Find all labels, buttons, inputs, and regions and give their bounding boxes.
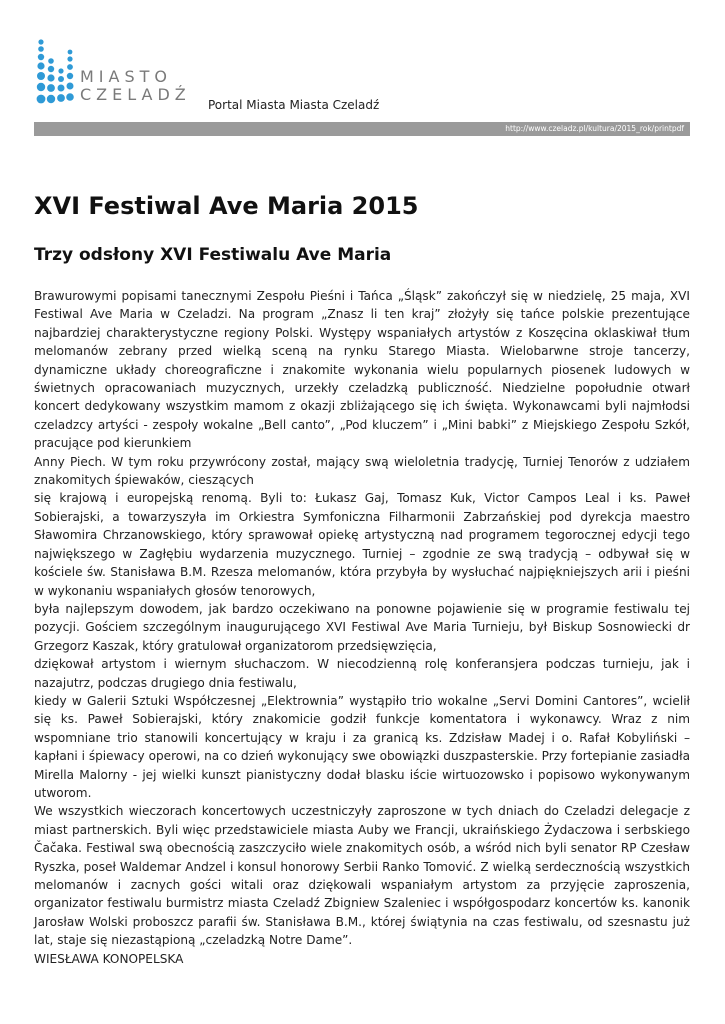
article-paragraph: We wszystkich wieczorach koncertowych uczestniczyły zaproszone w tych dniach do Czeladzi delegacje z miast partnerskich. Byli więc przedstawiciele miasta Auby we Francji, ukraińskiego Żydaczowa i serbskiego Čačaka. Festiwal swą obecnością zaszczyciło wiele znakomitych osób, a wśród nich byli senator RP Czesław Ryszka, poseł Waldemar Andzel i konsul honorowy Serbii Ranko Tomović. Z wielką serdecznością wszystkich melomanów i zacnych gości witali oraz dziękowali wspaniałym artystom za przyjęcie zaproszenia, organizator festiwalu burmistrz miasta Czeladź Zbigniew Szaleniec i współgospodarz koncertów ks. kanonik Jarosław Wolski proboszcz parafii św. Stanisława B.M., której świątynia na czas festiwalu, od szesnastu już lat, staje się niezastąpioną „czeladzką Notre Dame”. [34,804,690,948]
portal-name: Portal Miasta Miasta Czeladź [208,98,380,112]
article-body [34,287,690,968]
article-paragraph: kiedy w Galerii Sztuki Współczesnej „Elektrownia” wystąpiło trio wokalne „Servi Domini Cantores”, wcielił się ks. Paweł Sobierajski, który znakomicie godził funkcje komentatora i wykonawcy. Wraz z nim wspomniane trio stanowili koncertujący w kraju i za granicą ks. Zdzisław Madej i o. Rafał Kobyliński – kapłani i śpiewacy operowi, na co dzień wykonujący swe obowiązki duszpasterskie. Przy fortepianie zasiadła Mirella Malorny - jej wielki kunszt pianistyczny dodał blasku iście wirtuozowsko i popisowo wykonywanym utworom. [34,693,690,800]
article-paragraph: dziękował artystom i wiernym słuchaczom. W niecodzienną rolę konferansjera podczas turnieju, jak i nazajutrz, podczas drugiego dnia festiwalu, [34,657,690,690]
page-header [34,38,690,118]
article-paragraph: była najlepszym dowodem, jak bardzo oczekiwano na ponowne pojawienie się w programie festiwalu tej pozycji. Gościem szczególnym inaugurującego XVI Festiwal Ave Maria Turnieju, był Biskup Sosnowiecki dr Grzegorz Kaszak, który gratulował organizatorom przedsięwzięcia, [34,601,690,653]
logo-dots-icon [34,38,80,110]
article-paragraph: Anny Piech. W tym roku przywrócony został, mający swą wieloletnia tradycję, Turniej Tenorów z udziałem znakomitych śpiewaków, cieszących [34,454,690,488]
article-author: WIESŁAWA KONOPELSKA [34,951,184,966]
article-paragraph: się krajową i europejską renomą. Byli to: Łukasz Gaj, Tomasz Kuk, Victor Campos Leal i ks. Paweł Sobierajski, a towarzyszyła im Orkiestra Symfoniczna Filharmonii Zabrzańskiej pod dyrekcja maestro Sławomira Chrzanowskiego, który sprawował opiekę artystyczną nad programem tegorocznej edycji tego największego w Zagłębiu wydarzenia muzycznego. Turniej – zgodnie ze swą tradycją – odbywał się w kościele św. Stanisława B.M. Rzesza melomanów, która przybyła by wysłuchać najpiękniejszych arii i pieśni w wykonaniu wspaniałych głosów tenorowych, [34,491,690,598]
logo-line-2: CZELADŹ [80,85,191,104]
article-subtitle: Trzy odsłony XVI Festiwalu Ave Maria [34,245,392,265]
logo-line-1: MIASTO [80,67,172,86]
city-logo[interactable] [34,38,194,110]
logo-wordmark [80,68,191,104]
url-bar [34,122,690,136]
page-title: XVI Festiwal Ave Maria 2015 [34,192,419,220]
page-url-link[interactable]: http://www.czeladz.pl/kultura/2015_rok/printpdf [505,124,684,133]
article-paragraph: Brawurowymi popisami tanecznymi Zespołu Pieśni i Tańca „Śląsk” zakończył się w niedzielę, 25 maja, XVI Festiwal Ave Maria w Czeladzi. Na program „Znasz li ten kraj” złożyły się tańce polskie prezentujące najbardziej charakterystyczne regiony Polski. Występy wspaniałych artystów z Koszęcina oklaskiwał tłum melomanów zebrany przed wielką sceną na rynku Starego Miasta. Wielobarwne stroje tancerzy, dynamiczne układy choreograficzne i znakomite wykonania wielu popularnych piosenek ludowych w świetnych opracowaniach muzycznych, urzekły czeladzką publiczność. Niedzielne popołudnie otwarł koncert dedykowany wszystkim mamom z okazji zbliżającego się ich święta. Wykonawcami byli najmłodsi czeladzcy artyści - zespoły wokalne „Bell canto”, „Pod kluczem” i „Mini babki” z Miejskiego Zespołu Szkół, pracujące pod kierunkiem [34,289,690,451]
